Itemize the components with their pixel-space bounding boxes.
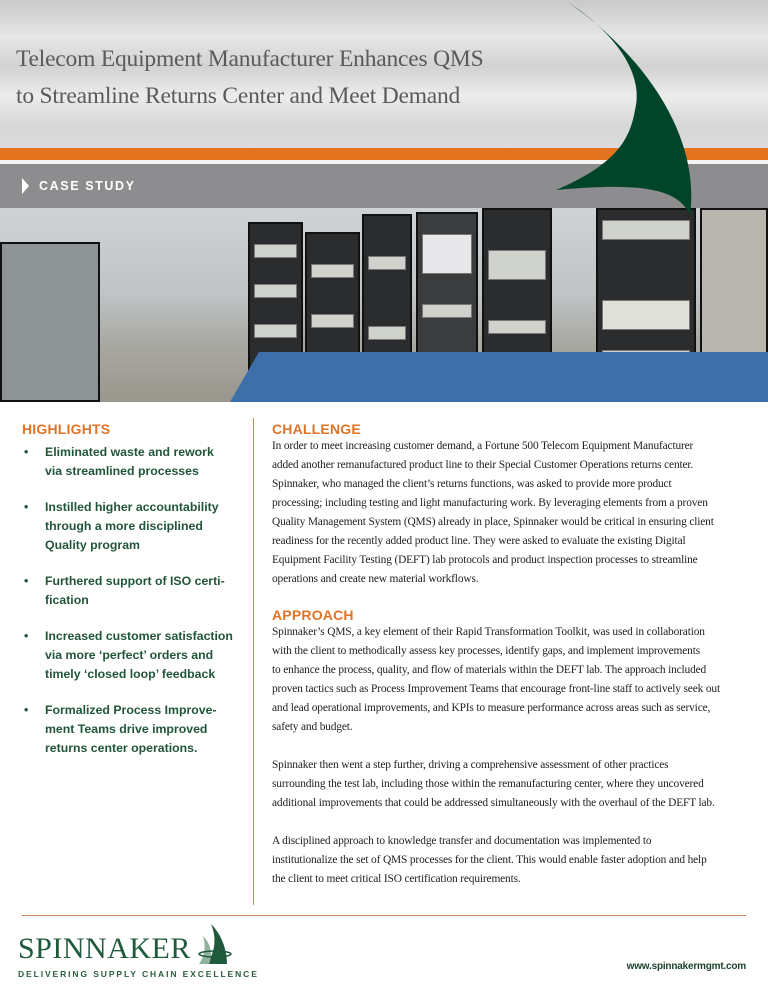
highlight-line: Formalized Process Improve-: [45, 703, 217, 717]
highlight-line: Increased customer satisfaction: [45, 629, 233, 643]
text-line: added another remanufactured product line to their Special Customer Operations returns center.: [272, 459, 694, 471]
text-line: and lead operational improvements, and KPIs to measure performance across areas such as service,: [272, 702, 711, 714]
column-divider: [253, 418, 254, 905]
highlight-item: [22, 701, 244, 758]
bullet-icon: •: [24, 703, 29, 717]
highlight-item: [22, 572, 244, 610]
text-line: processing; including testing and light manufacturing work. By leveraging elements from a proven: [272, 497, 708, 509]
lab-photo: [0, 208, 768, 402]
text-line: safety and budget.: [272, 721, 353, 733]
case-study-label: CASE STUDY: [39, 179, 136, 193]
website-link[interactable]: www.spinnakermgmt.com: [626, 961, 746, 972]
highlight-line: via more ‘perfect’ orders and: [45, 648, 214, 662]
text-line: In order to meet increasing customer demand, a Fortune 500 Telecom Equipment Manufacturer: [272, 440, 694, 452]
highlight-line: returns center operations.: [45, 741, 198, 755]
text-line: Spinnaker then went a step further, driving a comprehensive assessment of other practices: [272, 759, 669, 771]
text-line: Equipment Facility Testing (DEFT) lab protocols and product inspection processes to streamline: [272, 554, 698, 566]
text-line: A disciplined approach to knowledge transfer and documentation was implemented to: [272, 835, 652, 847]
highlight-line: Quality program: [45, 538, 140, 552]
highlight-line: through a more disciplined: [45, 519, 203, 533]
title-line: Telecom Equipment Manufacturer Enhances QMS: [16, 46, 484, 72]
bullet-icon: •: [24, 629, 29, 643]
highlight-line: fication: [45, 593, 89, 607]
highlight-item: [22, 627, 244, 684]
text-line: with the client to methodically assess key processes, identify gaps, and implement improvements: [272, 645, 700, 657]
paragraph: [272, 437, 752, 589]
footer-rule: [22, 915, 746, 916]
challenge-heading: CHALLENGE: [272, 421, 361, 437]
tagline: DELIVERING SUPPLY CHAIN EXCELLENCE: [18, 969, 259, 979]
sail-logo-icon: [197, 922, 233, 966]
highlight-item: [22, 498, 244, 555]
highlights-heading: HIGHLIGHTS: [22, 421, 111, 437]
bullet-icon: •: [24, 500, 29, 514]
text-line: proven tactics such as Process Improvement Teams that encourage front-line staff to actively seek out: [272, 683, 720, 695]
highlight-line: Eliminated waste and rework: [45, 445, 214, 459]
logo-text: SPINNAKER: [18, 932, 191, 965]
approach-body: [272, 623, 752, 889]
text-line: Spinnaker’s QMS, a key element of their Rapid Transformation Toolkit, was used in collaboration: [272, 626, 705, 638]
text-line: operations and create new material workflows.: [272, 573, 479, 585]
highlight-line: timely ‘closed loop’ feedback: [45, 667, 216, 681]
bullet-icon: •: [24, 574, 29, 588]
highlights-section: [22, 421, 244, 775]
triangle-icon: [22, 178, 29, 194]
text-line: Spinnaker, who managed the client’s returns functions, was asked to provide more product: [272, 478, 672, 490]
text-line: surrounding the test lab, including those within the remanufacturing center, where they uncovered: [272, 778, 704, 790]
highlight-line: ment Teams drive improved: [45, 722, 208, 736]
text-line: readiness for the recently added product line. They were asked to evaluate the existing Digital: [272, 535, 686, 547]
paragraph: [272, 623, 752, 737]
highlight-line: Furthered support of ISO certi-: [45, 574, 225, 588]
paragraph: [272, 756, 752, 813]
title-line: to Streamline Returns Center and Meet Demand: [16, 83, 461, 109]
spinnaker-logo: [18, 922, 259, 979]
bullet-icon: •: [24, 445, 29, 459]
challenge-body: [272, 437, 752, 589]
page-title: [16, 41, 483, 115]
text-line: Quality Management System (QMS) already in place, Spinnaker would be critical in ensuring client: [272, 516, 714, 528]
approach-heading: APPROACH: [272, 607, 354, 623]
text-line: institutionalize the set of QMS processes for the client. This would enable faster adoption and help: [272, 854, 707, 866]
text-line: to enhance the process, quality, and flow of materials within the DEFT lab. The approach included: [272, 664, 707, 676]
highlight-line: via streamlined processes: [45, 464, 199, 478]
text-line: the client to meet critical ISO certification requirements.: [272, 873, 521, 885]
paragraph: [272, 832, 752, 889]
highlight-line: Instilled higher accountability: [45, 500, 219, 514]
highlights-list: [22, 443, 244, 758]
highlight-item: [22, 443, 244, 481]
sail-graphic: [540, 0, 720, 215]
text-line: additional improvements that could be addressed simultaneously with the overhaul of the DEFT lab.: [272, 797, 715, 809]
main-content: [272, 421, 752, 908]
